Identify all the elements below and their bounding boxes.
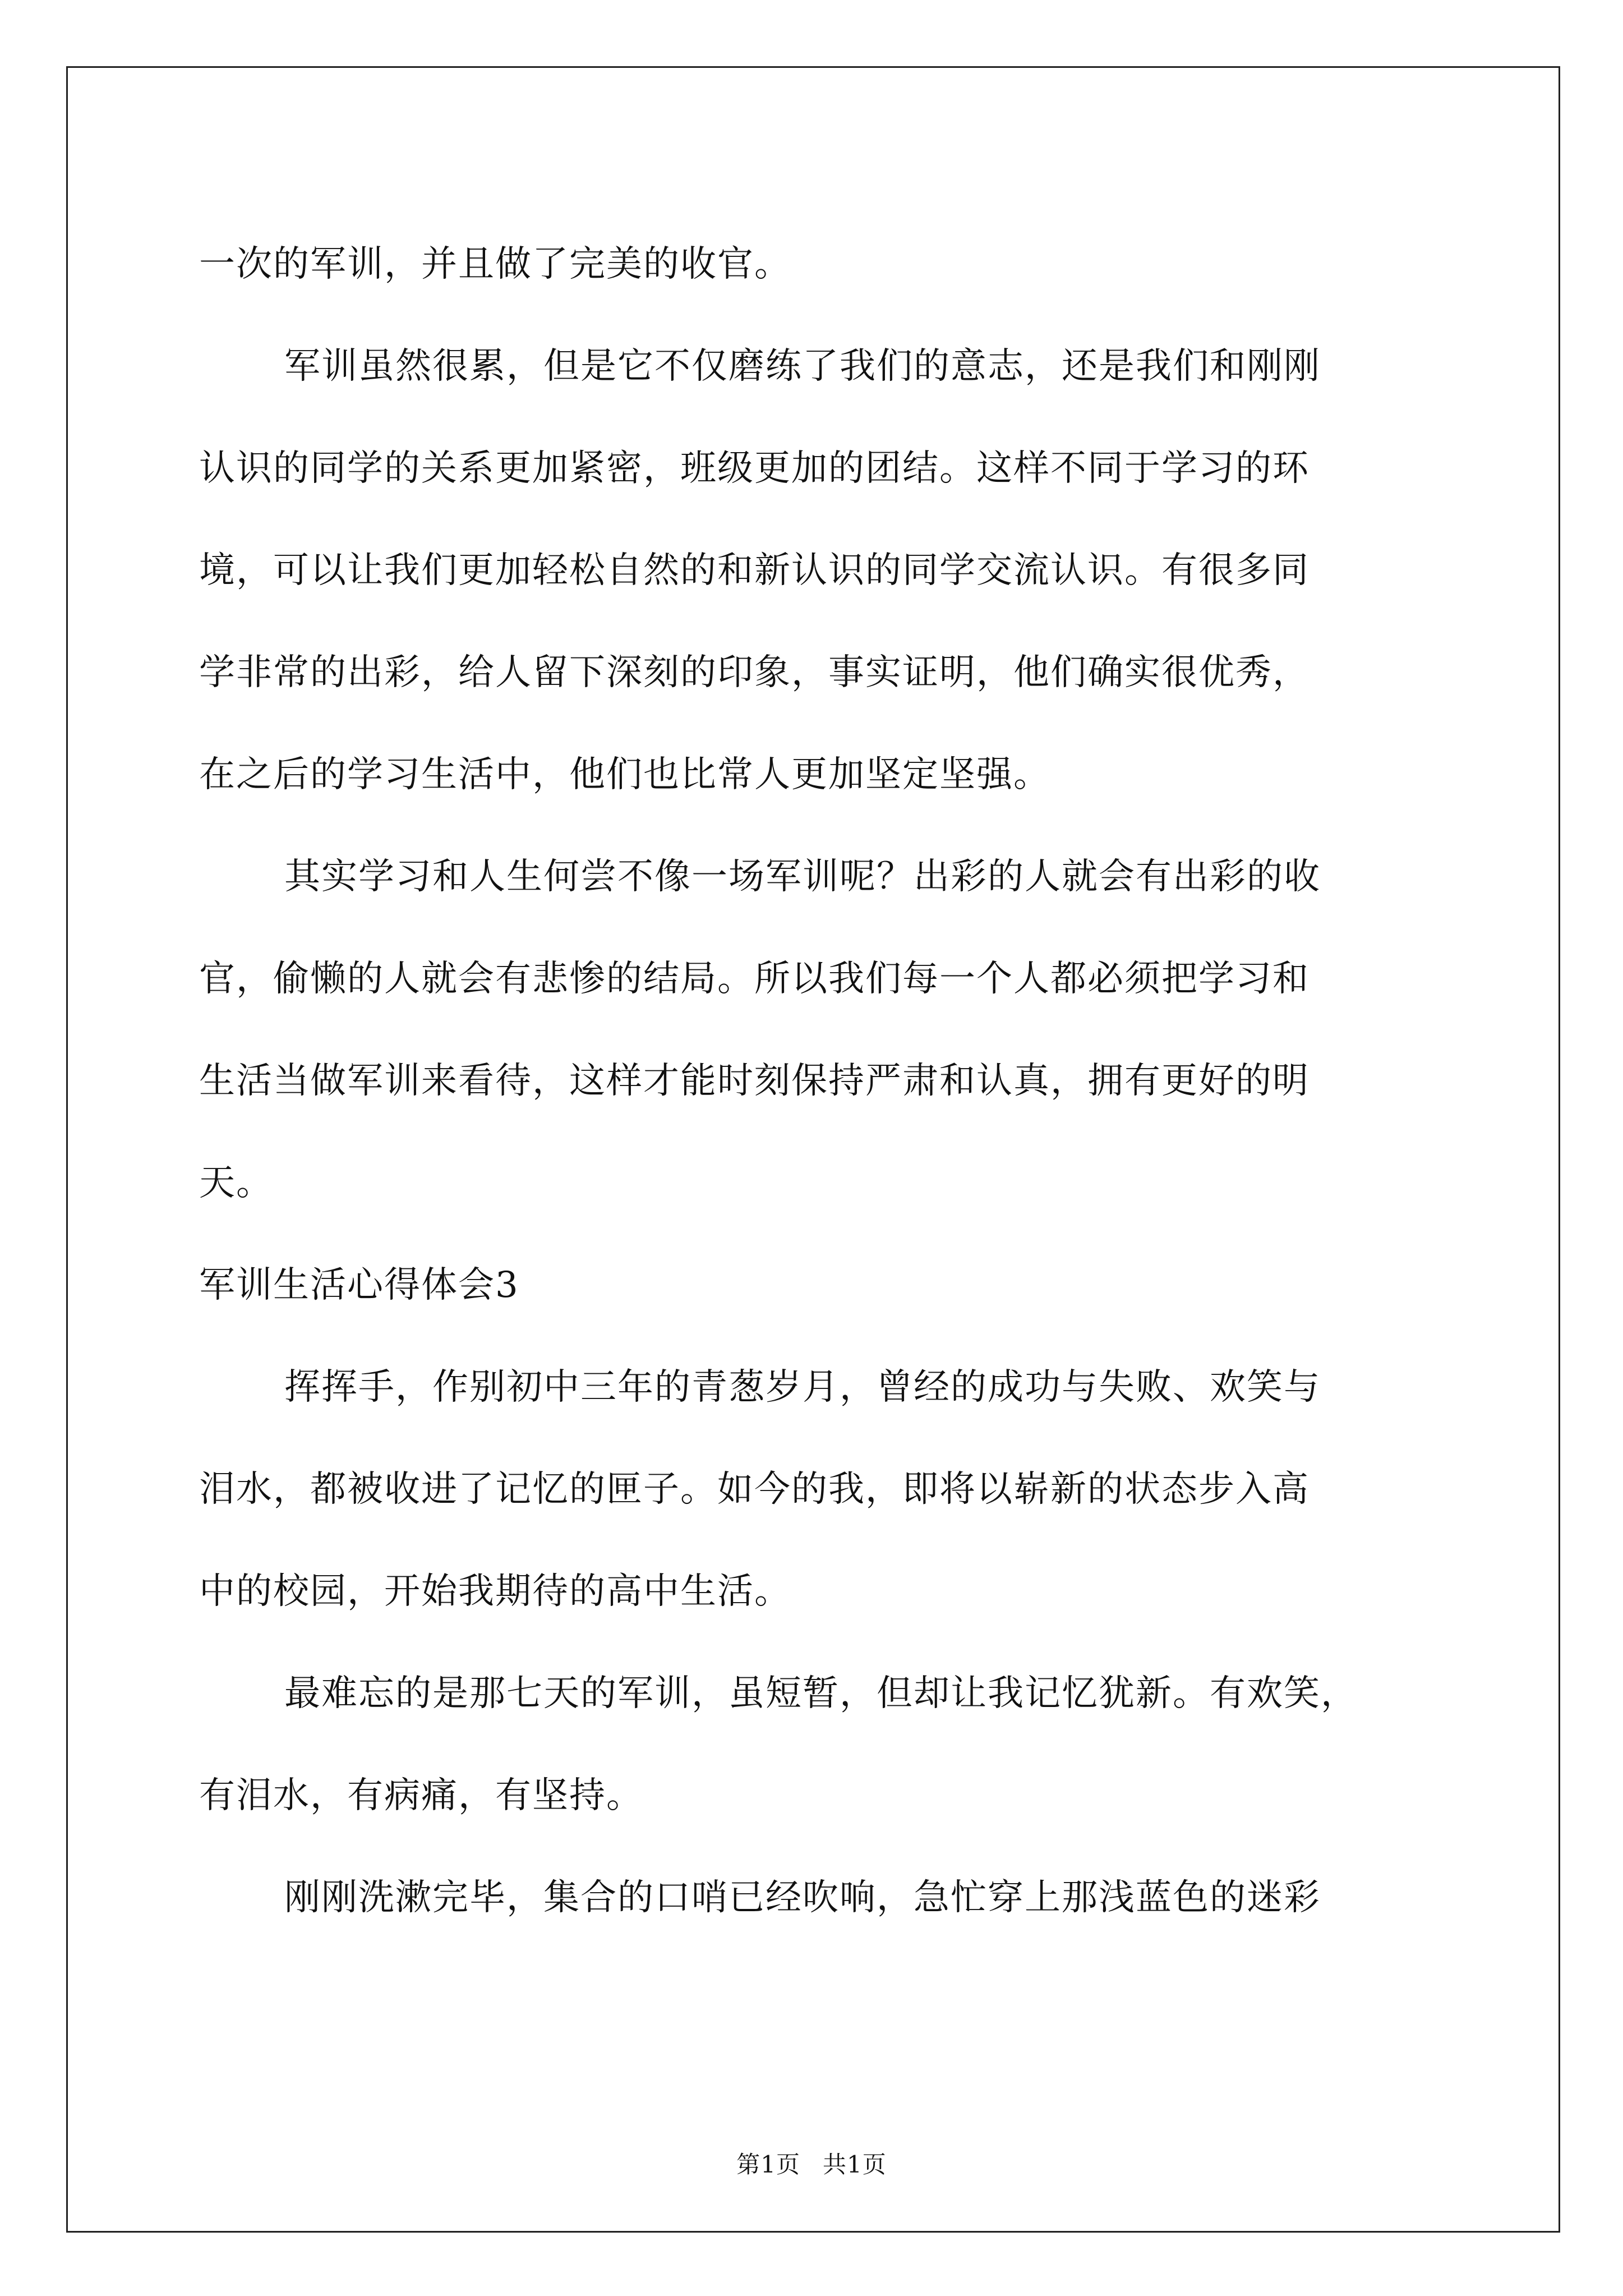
- text-line-10: 天。: [199, 1162, 273, 1204]
- text-line-3: 认识的同学的关系更加紧密，班级更加的团结。这样不同于学习的环: [199, 448, 1310, 489]
- text-line-12: 挥挥手，作别初中三年的青葱岁月，曾经的成功与失败、欢笑与: [284, 1366, 1321, 1408]
- text-line-17: 刚刚洗漱完毕，集合的口哨已经吹响，急忙穿上那浅蓝色的迷彩: [284, 1877, 1321, 1918]
- text-line-6: 在之后的学习生活中，他们也比常人更加坚定坚强。: [199, 754, 1050, 795]
- page-number: 第1页: [736, 2151, 800, 2178]
- text-line-4: 境，可以让我们更加轻松自然的和新认识的同学交流认识。有很多同: [199, 550, 1310, 591]
- text-line-1: 一次的军训，并且做了完美的收官。: [199, 243, 791, 285]
- text-line-16: 有泪水，有病痛，有坚持。: [199, 1775, 643, 1816]
- document-body: [199, 213, 1444, 1949]
- page-footer: [0, 2146, 1623, 2180]
- text-line-9: 生活当做军训来看待，这样才能时刻保持严肃和认真，拥有更好的明: [199, 1060, 1310, 1102]
- text-line-13: 泪水，都被收进了记忆的匣子。如今的我，即将以崭新的状态步入高: [199, 1469, 1310, 1510]
- text-line-8: 官，偷懒的人就会有悲惨的结局。所以我们每一个人都必须把学习和: [199, 958, 1310, 1000]
- text-line-2: 军训虽然很累，但是它不仅磨练了我们的意志，还是我们和刚刚: [284, 346, 1321, 387]
- text-line-7: 其实学习和人生何尝不像一场军训呢？出彩的人就会有出彩的收: [284, 856, 1321, 898]
- text-line-14: 中的校园，开始我期待的高中生活。: [199, 1571, 791, 1612]
- text-line-5: 学非常的出彩，给人留下深刻的印象，事实证明，他们确实很优秀，: [199, 652, 1310, 693]
- page-total: 共1页: [823, 2151, 887, 2178]
- text-line-15: 最难忘的是那七天的军训，虽短暂，但却让我记忆犹新。有欢笑，: [284, 1673, 1358, 1714]
- section-heading: 军训生活心得体会3: [199, 1264, 519, 1306]
